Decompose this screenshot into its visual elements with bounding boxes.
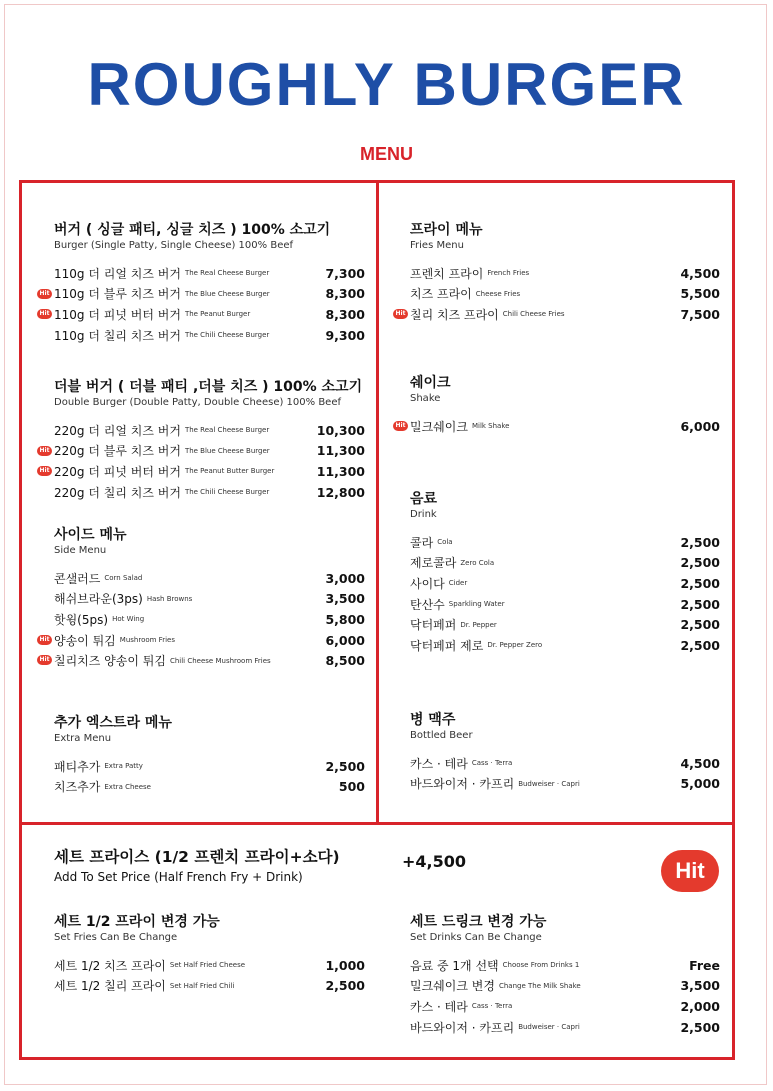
section-title: 버거 ( 싱글 패티, 싱글 치즈 ) 100% 소고기: [54, 222, 331, 238]
item-name-english: Budweiser · Capri: [518, 1023, 580, 1032]
item-name-english: Cheese Fries: [475, 289, 521, 298]
menu-item-list: [410, 955, 720, 1037]
item-price: 12,800: [316, 484, 365, 500]
item-name-english: The Chili Cheese Burger: [184, 488, 270, 497]
item-price: 5,500: [680, 286, 720, 302]
item-name-english: Hash Browns: [146, 594, 193, 603]
item-name-english: The Peanut Butter Burger: [184, 467, 275, 476]
item-name: 220g 더 칠리 치즈 버거: [54, 485, 181, 500]
menu-item: [410, 594, 720, 615]
menu-item: [54, 263, 365, 284]
menu-item: [39, 461, 365, 482]
section-subtitle: Drink: [410, 509, 437, 520]
item-name-english: Dr. Pepper: [460, 620, 497, 629]
menu-item: [410, 532, 720, 553]
item-name: 칠리 치즈 프라이: [410, 307, 499, 322]
item-price: 4,500: [680, 265, 720, 281]
item-name-english: The Chili Cheese Burger: [184, 331, 270, 340]
item-price: 3,000: [325, 570, 365, 586]
menu-item: [39, 650, 365, 671]
drink-section: [410, 491, 720, 656]
item-name: 바드와이저 · 카프리: [410, 777, 515, 792]
item-price: 2,500: [325, 758, 365, 774]
item-price: 2,500: [680, 1019, 720, 1035]
item-name-english: Cass · Terra: [471, 1002, 513, 1011]
section-subtitle: Double Burger (Double Patty, Double Cheese) 100% Beef: [54, 397, 342, 408]
side-menu-section: [39, 527, 365, 671]
item-price: 2,500: [680, 534, 720, 550]
menu-item: [410, 614, 720, 635]
section-subtitle: Side Menu: [54, 545, 107, 556]
item-price: 4,500: [680, 755, 720, 771]
item-name-english: The Peanut Burger: [184, 310, 251, 319]
item-price: 6,000: [325, 632, 365, 648]
item-price: 2,500: [680, 596, 720, 612]
menu-item: [410, 1017, 720, 1038]
item-name-english: Mushroom Fries: [119, 636, 175, 645]
section-subtitle: Burger (Single Patty, Single Cheese) 100% Beef: [54, 240, 294, 251]
item-name: 220g 더 블루 치즈 버거: [54, 444, 181, 459]
item-price: 500: [338, 779, 365, 795]
item-name-english: Hot Wing: [112, 615, 145, 624]
item-name-english: Sparkling Water: [448, 600, 505, 609]
section-subtitle: Shake: [410, 393, 441, 404]
double-burger-section: [39, 379, 365, 502]
item-name: 110g 더 리얼 치즈 버거: [54, 266, 181, 281]
menu-item: [54, 777, 365, 798]
item-name: 닥터페퍼: [410, 618, 457, 633]
item-price: 11,300: [316, 443, 365, 459]
item-name-english: Corn Salad: [104, 574, 143, 583]
hit-badge-icon: Hit: [393, 421, 408, 431]
item-name-english: Cola: [437, 538, 453, 547]
section-title: 사이드 메뉴: [54, 527, 127, 543]
item-price: 2,500: [325, 978, 365, 994]
item-name: 220g 더 피넛 버터 버거: [54, 464, 181, 479]
item-name: 양송이 튀김: [54, 633, 116, 648]
section-title: 추가 엑스트라 메뉴: [54, 715, 172, 731]
item-name: 제로콜라: [410, 556, 457, 571]
menu-subtitle: MENU: [360, 144, 413, 164]
section-title: 음료: [410, 491, 438, 507]
item-name: 카스 · 테라: [410, 999, 468, 1014]
menu-item-list: [395, 416, 720, 437]
item-price: 10,300: [316, 422, 365, 438]
item-name: 탄산수: [410, 597, 445, 612]
item-name: 치즈추가: [54, 780, 101, 795]
menu-item: [410, 635, 720, 656]
burger-section: [39, 222, 365, 345]
item-price: Free: [689, 957, 720, 973]
item-name: 세트 1/2 칠리 프라이: [54, 979, 166, 994]
extra-menu-section: [54, 715, 365, 797]
menu-item: [54, 589, 365, 610]
hit-badge-icon: Hit: [37, 655, 52, 665]
section-title: 세트 1/2 프라이 변경 가능: [54, 914, 220, 930]
section-title: 병 맥주: [410, 712, 456, 728]
menu-item: [410, 774, 720, 795]
item-name: 카스 · 테라: [410, 756, 468, 771]
item-price: 3,500: [325, 591, 365, 607]
section-subtitle: Set Drinks Can Be Change: [410, 932, 542, 943]
item-name: 콘샐러드: [54, 571, 101, 586]
item-name-english: Milk Shake: [471, 422, 510, 431]
item-price: 1,000: [325, 957, 365, 973]
item-name-english: Change The Milk Shake: [498, 981, 581, 990]
menu-item: [410, 955, 720, 976]
section-subtitle: Extra Menu: [54, 733, 112, 744]
item-price: 3,500: [680, 978, 720, 994]
item-name-english: Cass · Terra: [471, 759, 513, 768]
item-price: 6,000: [680, 418, 720, 434]
item-name-english: The Blue Cheese Burger: [184, 446, 270, 455]
menu-item: [54, 568, 365, 589]
item-name-english: Dr. Pepper Zero: [487, 641, 543, 650]
item-name-english: The Real Cheese Burger: [184, 269, 270, 278]
menu-item-list: [410, 753, 720, 794]
item-price: 7,500: [680, 306, 720, 322]
item-name-english: Cider: [448, 579, 468, 588]
menu-item: [410, 996, 720, 1017]
menu-item: [410, 976, 720, 997]
shake-section: [395, 375, 720, 437]
section-subtitle: Fries Menu: [410, 240, 464, 251]
item-name-english: Extra Patty: [104, 762, 143, 771]
hit-badge-icon: Hit: [37, 635, 52, 645]
item-price: 11,300: [316, 463, 365, 479]
menu-item: [54, 756, 365, 777]
item-price: 2,500: [680, 637, 720, 653]
item-name-english: Chili Cheese Mushroom Fries: [169, 656, 271, 665]
menu-item: [39, 284, 365, 305]
menu-item: [54, 955, 365, 976]
item-name-english: Extra Cheese: [104, 782, 151, 791]
item-price: 5,800: [325, 611, 365, 627]
menu-item: [54, 325, 365, 346]
item-name: 110g 더 피넛 버터 버거: [54, 307, 181, 322]
hit-badge-icon: Hit: [37, 309, 52, 319]
item-name: 해쉬브라운(3ps): [54, 592, 143, 607]
restaurant-title: ROUGHLY BURGER: [87, 51, 686, 118]
item-name-english: Set Half Fried Chili: [169, 981, 235, 990]
menu-item: [54, 609, 365, 630]
item-name: 110g 더 블루 치즈 버거: [54, 287, 181, 302]
item-name-english: Set Half Fried Cheese: [169, 961, 246, 970]
item-name: 닥터페퍼 제로: [410, 638, 484, 653]
item-name-english: Chili Cheese Fries: [502, 310, 565, 319]
section-title: 세트 드링크 변경 가능: [410, 914, 547, 930]
item-name-english: The Blue Cheese Burger: [184, 289, 270, 298]
item-name: 콜라: [410, 535, 434, 550]
hit-badge-large: Hit: [661, 850, 719, 892]
section-title: 쉐이크: [410, 375, 451, 391]
item-name: 핫윙(5ps): [54, 612, 109, 627]
hit-badge-icon: Hit: [37, 289, 52, 299]
item-price: 2,000: [680, 998, 720, 1014]
item-name: 세트 1/2 치즈 프라이: [54, 958, 166, 973]
item-name-english: Choose From Drinks 1: [502, 961, 580, 970]
menu-item: [410, 284, 720, 305]
item-price: 9,300: [325, 327, 365, 343]
menu-item-list: [39, 420, 365, 502]
item-price: 8,300: [325, 306, 365, 322]
set-price: +4,500: [402, 852, 467, 871]
item-name-english: Zero Cola: [460, 558, 495, 567]
menu-item: [54, 482, 365, 503]
menu-item: [410, 553, 720, 574]
menu-item-list: [410, 532, 720, 656]
menu-item: [39, 630, 365, 651]
hit-badge-icon: Hit: [37, 446, 52, 456]
item-price: 2,500: [680, 555, 720, 571]
item-name: 패티추가: [54, 759, 101, 774]
menu-item-list: [39, 263, 365, 345]
menu-item: [54, 976, 365, 997]
item-name: 프렌치 프라이: [410, 266, 484, 281]
item-price: 2,500: [680, 617, 720, 633]
menu-item: [39, 441, 365, 462]
menu-item: [395, 304, 720, 325]
menu-item: [410, 753, 720, 774]
bottled-beer-section: [410, 712, 720, 794]
item-name: 사이다: [410, 576, 445, 591]
section-subtitle: Set Fries Can Be Change: [54, 932, 178, 943]
item-name-english: French Fries: [487, 269, 530, 278]
menu-item: [395, 416, 720, 437]
hit-badge-icon: Hit: [37, 466, 52, 476]
item-name: 밀크쉐이크: [410, 419, 468, 434]
fries-section: [395, 222, 720, 325]
menu-item: [54, 420, 365, 441]
menu-item-list: [395, 263, 720, 325]
set-drinks-section: [410, 914, 720, 1037]
hit-badge-icon: Hit: [393, 309, 408, 319]
item-price: 2,500: [680, 575, 720, 591]
menu-item-list: [54, 756, 365, 797]
item-price: 8,300: [325, 286, 365, 302]
item-name-english: Budweiser · Capri: [518, 779, 580, 788]
item-name: 110g 더 칠리 치즈 버거: [54, 328, 181, 343]
section-subtitle: Bottled Beer: [410, 730, 473, 741]
set-title: 세트 프라이스 (1/2 프렌치 프라이+소다): [54, 848, 340, 866]
item-name-english: The Real Cheese Burger: [184, 426, 270, 435]
set-fries-section: [54, 914, 365, 996]
item-name: 220g 더 리얼 치즈 버거: [54, 423, 181, 438]
menu-item-list: [54, 955, 365, 996]
item-price: 7,300: [325, 265, 365, 281]
item-name: 음료 중 1개 선택: [410, 958, 499, 973]
item-price: 5,000: [680, 776, 720, 792]
menu-item-list: [39, 568, 365, 671]
item-name: 밀크쉐이크 변경: [410, 979, 495, 994]
menu-item: [410, 263, 720, 284]
section-title: 더블 버거 ( 더블 패티 ,더블 치즈 ) 100% 소고기: [54, 379, 363, 395]
item-name: 칠리치즈 양송이 튀김: [54, 654, 166, 669]
section-title: 프라이 메뉴: [410, 222, 483, 238]
set-subtitle: Add To Set Price (Half French Fry + Drink): [54, 870, 303, 884]
set-price-section: [54, 845, 394, 884]
item-name: 바드와이저 · 카프리: [410, 1020, 515, 1035]
item-price: 8,500: [325, 653, 365, 669]
menu-item: [39, 304, 365, 325]
item-name: 치즈 프라이: [410, 287, 472, 302]
menu-item: [410, 573, 720, 594]
